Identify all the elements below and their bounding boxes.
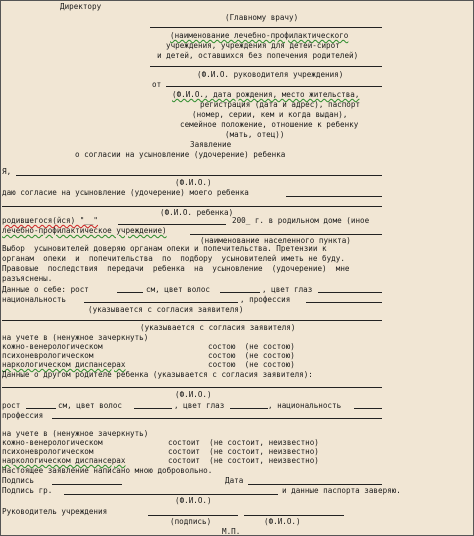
profession-label: , профессия — [240, 295, 291, 304]
born-line — [118, 224, 226, 225]
child-line — [2, 206, 382, 207]
eye-2-line — [230, 408, 268, 409]
status2-3: состоит (не состоит, неизвестно) — [168, 456, 319, 465]
applicant-3: (номер, серии, кем и когда выдан), — [192, 110, 348, 119]
skin: кожно-венерологическом — [2, 342, 103, 351]
choice-3: Правовые последствия передачи ребенка на усыновление (удочерение) мне — [2, 264, 350, 273]
choice-2: органам опеки и попечительства по подбору усыновителей иметь не буду. — [2, 254, 345, 263]
i-label: Я, — [2, 167, 12, 176]
nationality-line — [84, 302, 238, 303]
status-2: состою (не состою) — [208, 351, 295, 360]
height-2-line — [26, 408, 56, 409]
sig-label: (подпись) — [170, 517, 212, 526]
born-1: родившегося(йся) "__" — [2, 216, 99, 225]
institution-name-2: учреждения, учреждения для детей-сирот — [166, 41, 340, 50]
institution-name-1: (наименование лечебно-профилактического — [170, 31, 349, 40]
fio-4: (Ф.И.О.) — [264, 517, 301, 526]
narco-2: наркологическом диспансерах — [2, 456, 126, 465]
skin-2: кожно-венерологическом — [2, 438, 103, 447]
fio-label: (Ф.И.О.) — [175, 178, 212, 187]
hair-2-line — [134, 408, 172, 409]
signature-citizen: Подпись гр. — [2, 486, 53, 495]
eye-line — [318, 292, 382, 293]
status2-1: состоит (не состоит, неизвестно) — [168, 438, 319, 447]
choice-4: разъяснены. — [2, 274, 53, 283]
voluntary: Настоящее заявление написано мною добровольно. — [2, 466, 213, 475]
consent-text: даю согласие на усыновление (удочерение) моего ребенка — [2, 188, 249, 197]
height-line — [117, 292, 143, 293]
psycho: психоневрологическом — [2, 351, 94, 360]
signature-line — [52, 484, 122, 485]
height-2: рост — [2, 401, 21, 410]
head-sig-line — [148, 515, 238, 516]
choice-1: Выбор усыновителей доверяю органам опеки и попечительства. Претензии к — [2, 244, 327, 253]
passport-confirm: и данные паспорта заверяю. — [282, 486, 401, 495]
citizen-line — [64, 494, 278, 495]
status-3: состою (не состою) — [208, 360, 295, 369]
head-fio-line — [244, 515, 344, 516]
hair-line — [220, 292, 260, 293]
eye-2: , цвет глаз — [174, 401, 225, 410]
i-line — [16, 175, 382, 176]
date-line — [248, 484, 382, 485]
cm-2: см, цвет волос — [58, 401, 123, 410]
to-director: Директору — [60, 2, 102, 11]
consent-line — [286, 196, 382, 197]
stamp: М.П. — [222, 527, 241, 536]
status2-2: состоит (не состоит, неизвестно) — [168, 447, 319, 456]
title-line1: Заявление — [190, 140, 232, 149]
hospital-line — [190, 234, 382, 235]
other-parent-line — [2, 387, 382, 388]
fio-2: (Ф.И.О.) — [175, 390, 212, 399]
fio-3: (Ф.И.О.) — [175, 496, 212, 505]
signature-label: Подпись — [2, 476, 35, 485]
eye-label: , цвет глаз — [262, 285, 313, 294]
with-consent: (указывается с согласия заявителя) — [88, 305, 244, 314]
profession-line — [306, 302, 382, 303]
extra-line — [2, 320, 382, 321]
head-label: Руководитель учреждения — [2, 507, 108, 516]
profession-2: профессия — [2, 411, 44, 420]
institution-name-3: и детей, оставшихся без попечения родителей) — [157, 51, 359, 60]
chief-doctor: (Главному врачу) — [225, 13, 299, 22]
applicant-1: (Ф.И.О., дата рождения, место жительства, — [172, 90, 360, 99]
nationality-label: национальность — [2, 295, 67, 304]
child-fio: (Ф.И.О. ребенка) — [160, 208, 234, 217]
applicant-4: семейное положение, отношение к ребенку — [180, 120, 359, 129]
title-line2: о согласии на усыновление (удочерение) ребенка — [75, 150, 286, 159]
nationality-2-line — [354, 408, 382, 409]
cm-label: см, цвет волос — [146, 285, 211, 294]
status-1: состою (не состою) — [208, 342, 295, 351]
born-2: 200_ г. в родильном доме (иное — [232, 216, 370, 225]
from-label: от — [152, 80, 162, 89]
date-label: Дата — [225, 476, 244, 485]
applicant-2: регистрация (дата и адрес), паспорт — [200, 100, 361, 109]
self-data: Данные о себе: рост — [2, 285, 89, 294]
registered: на учете в (ненужное зачеркнуть) — [2, 333, 149, 342]
registered-2: на учете в (ненужное зачеркнуть) — [2, 429, 149, 438]
born-3: лечебно-профилактическое учреждение) — [2, 226, 167, 235]
other-parent: Данные о другом родителе ребенка (указывается с согласия заявителя): — [2, 370, 313, 379]
applicant-5: (мать, отец)) — [225, 130, 285, 139]
institution-line — [150, 27, 382, 28]
narco: наркологическом диспансерах — [2, 360, 126, 369]
psycho-2: психоневрологическом — [2, 447, 94, 456]
head-fio: (Ф.И.О. руководителя учреждения) — [197, 70, 344, 79]
locality: (наименование населенного пункта) — [200, 236, 351, 245]
from-line — [166, 86, 382, 87]
nationality-2: , национальность — [268, 401, 342, 410]
profession-2-line — [52, 418, 382, 419]
with-consent-2: (указывается с согласия заявителя) — [140, 323, 296, 332]
head-line — [150, 66, 382, 67]
